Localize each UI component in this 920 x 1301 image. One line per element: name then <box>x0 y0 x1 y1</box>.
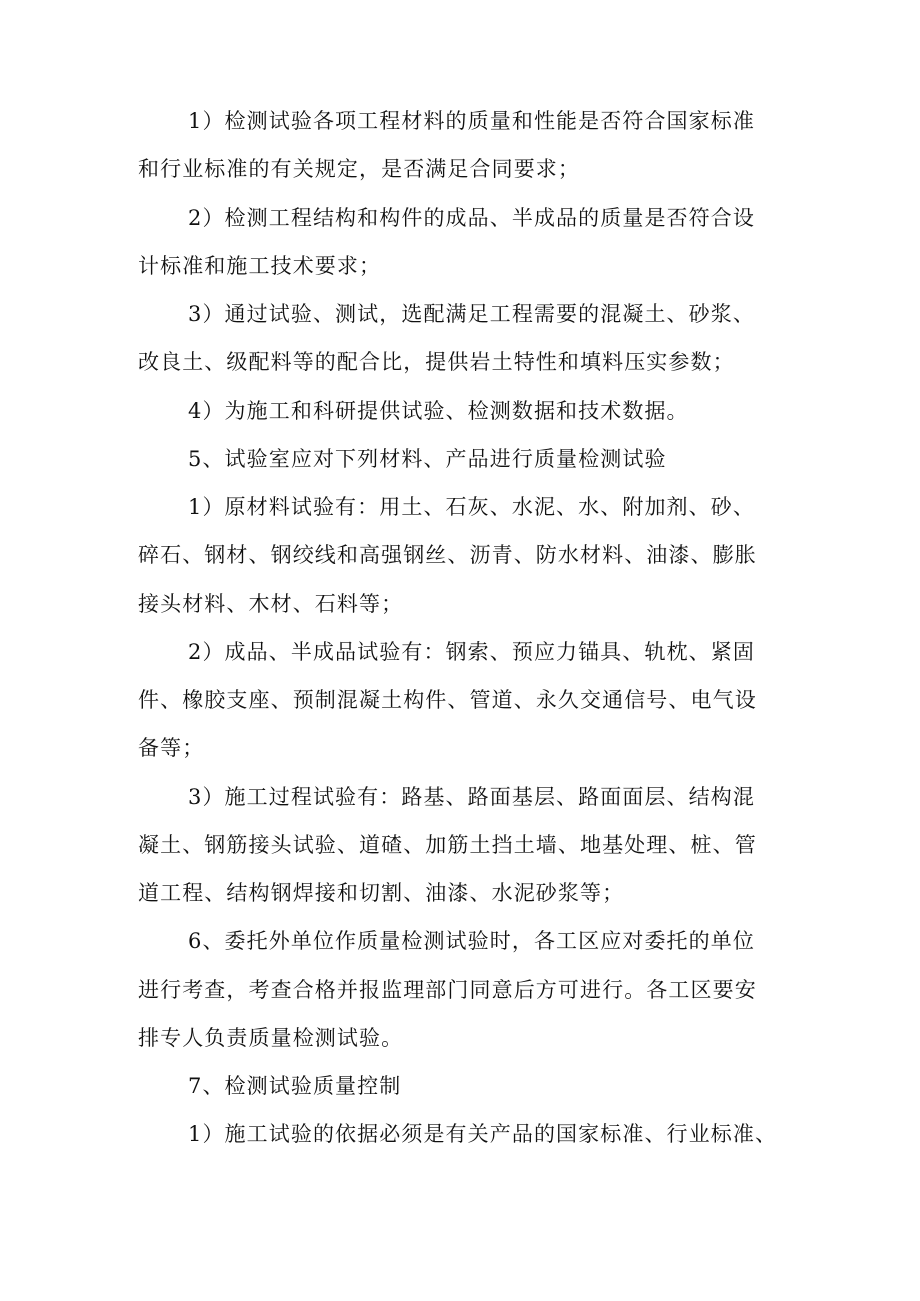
paragraph-9-line-1: 6、委托外单位作质量检测试验时，各工区应对委托的单位 <box>188 929 755 953</box>
paragraph-2-line-2: 计标准和施工技术要求； <box>138 254 382 278</box>
paragraph-2-line-1: 2）检测工程结构和构件的成品、半成品的质量是否符合设 <box>188 206 755 230</box>
paragraph-5-line-1: 5、试验室应对下列材料、产品进行质量检测试验 <box>188 447 667 471</box>
paragraph-8-line-1: 3）施工过程试验有：路基、路面基层、路面面层、结构混 <box>188 785 755 809</box>
paragraph-7-line-2: 件、橡胶支座、预制混凝土构件、管道、永久交通信号、电气设 <box>138 688 757 712</box>
paragraph-1-line-1: 1）检测试验各项工程材料的质量和性能是否符合国家标准 <box>188 109 755 133</box>
paragraph-7-line-3: 备等； <box>138 736 205 760</box>
paragraph-6-line-1: 1）原材料试验有：用土、石灰、水泥、水、附加剂、砂、 <box>188 495 755 519</box>
paragraph-6-line-2: 碎石、钢材、钢绞线和高强钢丝、沥青、防水材料、油漆、膨胀 <box>138 543 757 567</box>
paragraph-3-line-2: 改良土、级配料等的配合比，提供岩土特性和填料压实参数； <box>138 350 735 374</box>
paragraph-7-line-1: 2）成品、半成品试验有：钢索、预应力锚具、轨枕、紧固 <box>188 640 755 664</box>
paragraph-9-line-3: 排专人负责质量检测试验。 <box>138 1026 404 1050</box>
paragraph-4-line-1: 4）为施工和科研提供试验、检测数据和技术数据。 <box>188 399 689 423</box>
paragraph-8-line-3: 道工程、结构钢焊接和切割、油漆、水泥砂浆等； <box>138 881 625 905</box>
paragraph-1-line-2: 和行业标准的有关规定，是否满足合同要求； <box>138 157 580 181</box>
paragraph-8-line-2: 凝土、钢筋接头试验、道碴、加筋土挡土墙、地基处理、桩、管 <box>138 833 757 857</box>
paragraph-3-line-1: 3）通过试验、测试，选配满足工程需要的混凝土、砂浆、 <box>188 302 755 326</box>
paragraph-11-line-1: 1）施工试验的依据必须是有关产品的国家标准、行业标准、 <box>188 1122 778 1146</box>
paragraph-9-line-2: 进行考查，考查合格并报监理部门同意后方可进行。各工区要安 <box>138 978 757 1002</box>
paragraph-10-line-1: 7、检测试验质量控制 <box>188 1074 402 1098</box>
paragraph-6-line-3: 接头材料、木材、石料等； <box>138 592 404 616</box>
